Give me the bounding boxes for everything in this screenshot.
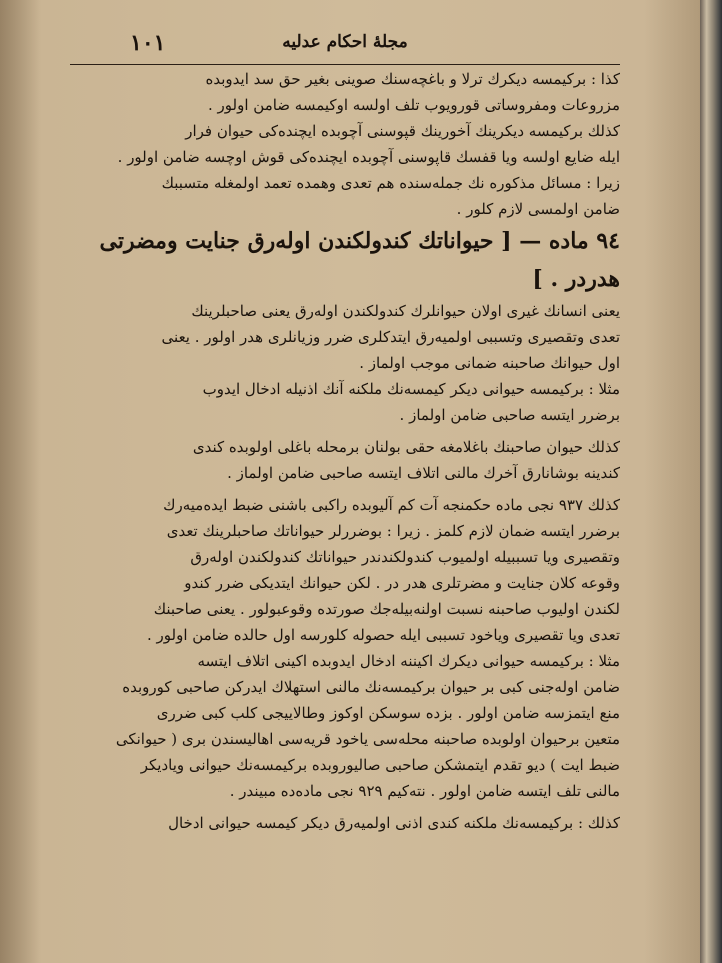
text-line: منع ایتمزسه ضامن اولور . بزده سوسکن اوکوز وطالاییجی کلب کبی ضرری: [156, 704, 620, 722]
text-line: متعین برحیوان اولوبده صاحبنه محله‌سی یاخود قریه‌سی اهالیسندن بری ( حیوانکی: [115, 730, 620, 748]
text-line: کذلك ٩٣٧ نجی ماده حکمنجه آت کم آلیوبده راکبی باشنی ضبط ایده‌میه‌رك: [163, 496, 620, 514]
text-line: کذلك : برکیمسه‌نك ملکنه کندی اذنی اولمیه‌رق دیکر کیمسه حیوانی ادخال: [168, 814, 620, 832]
running-title: مجلهٔ احکام عدلیه: [282, 32, 408, 52]
text-line: زیرا : مسائل مذکوره نك جمله‌سنده هم تعدی وهمده تعمد اولمغله متسببك: [161, 174, 620, 192]
text-line: لکندن اولیوب صاحبنه نسبت اولنه‌بیله‌جك صورتده وقوعبولور . یعنی صاحبنك: [153, 600, 620, 618]
text-line: اول حیوانك صاحبنه ضمانی موجب اولماز .: [359, 354, 620, 372]
text-line: کذلك حیوان صاحبنك باغلامغه حقی بولنان برمحله باغلی اولوبده کندی: [192, 438, 620, 456]
text-line: برضرر ایتسه صاحبی ضامن اولماز .: [399, 406, 620, 424]
text-line: مزروعات ومفروساتی قورویوب تلف اولسه اوکیمسه ضامن اولور .: [208, 96, 620, 114]
text-line: کندینه بوشانارق آخرك مالنی اتلاف ایتسه صاحبی ضامن اولماز .: [227, 464, 620, 482]
text-line: یعنی انسانك غیری اولان حیوانلرك کندولکندن اوله‌رق یعنی صاحبلرینك: [191, 302, 620, 320]
book-edge: [700, 0, 722, 963]
text-line: تعدی وتقصیری وتسببی اولمیه‌رق ایتدکلری ضرر وزیانلری هدر اولور . یعنی: [161, 328, 620, 346]
text-line: مثلا : برکیمسه حیوانی دیکر کیمسه‌نك ملکنه آنك اذنیله ادخال ایدوب: [202, 380, 620, 398]
page-number: ١٠١: [130, 30, 166, 56]
text-line: کذلك برکیمسه دیکرینك آخورینك قپوسنی آچوبده ایچنده‌کی حیوان فرار: [185, 122, 620, 140]
text-line: تعدی ویا تقصیری ویاخود تسببی ایله حصوله کلورسه اول حالده ضامن اولور .: [146, 626, 620, 644]
article-heading-continued: هدردر . ]: [532, 266, 620, 292]
text-line: مالنی تلف ایتسه ضامن اولور . نته‌کیم ٩٢٩ نجی ماده‌ده مبیندر .: [229, 782, 620, 800]
text-line: ایله ضایع اولسه ویا قفسك قاپوسنی آچوبده ایچنده‌کی قوش اوچسه ضامن اولور .: [117, 148, 620, 166]
article-heading: ٩٤ ماده — [ حیواناتك کندولکندن اوله‌رق جنایت ومضرتی: [99, 228, 620, 254]
page-header: [70, 30, 620, 65]
text-line: ضبط ایت ) دیو تقدم ایتمشکن صاحبی صالیوروبده برکیمسه‌نك حیوانی ویادیکر: [140, 756, 620, 774]
text-line: کذا : برکیمسه دیکرك ترلا و باغچه‌سنك صوینی بغیر حق سد ایدوبده: [205, 70, 620, 88]
text-line: ضامن اوله‌جنی کبی بر حیوان برکیمسه‌نك مالنی استهلاك ایدرکن صاحبی کوروبده: [122, 678, 620, 696]
text-line: برضرر ایتسه ضمان لازم کلمز . زیرا : بوضررلر حیواناتك صاحبلرینك تعدی: [166, 522, 620, 540]
text-line: وتقصیری ویا تسببیله اولمیوب کندولکندندر حیواناتك کندولکندن اوله‌رق: [190, 548, 620, 566]
page-body: [64, 66, 620, 836]
text-line: مثلا : برکیمسه حیوانی دیکرك اکیننه ادخال ایدوبده اکینی اتلاف ایتسه: [197, 652, 620, 670]
text-line: ضامن اولمسی لازم کلور .: [456, 200, 620, 218]
text-line: وقوعه کلان جنایت و مضرتلری هدر در . لکن حیوانك ایتدیکی ضرر کندو: [184, 574, 620, 592]
page-gutter-shadow: [0, 0, 40, 963]
